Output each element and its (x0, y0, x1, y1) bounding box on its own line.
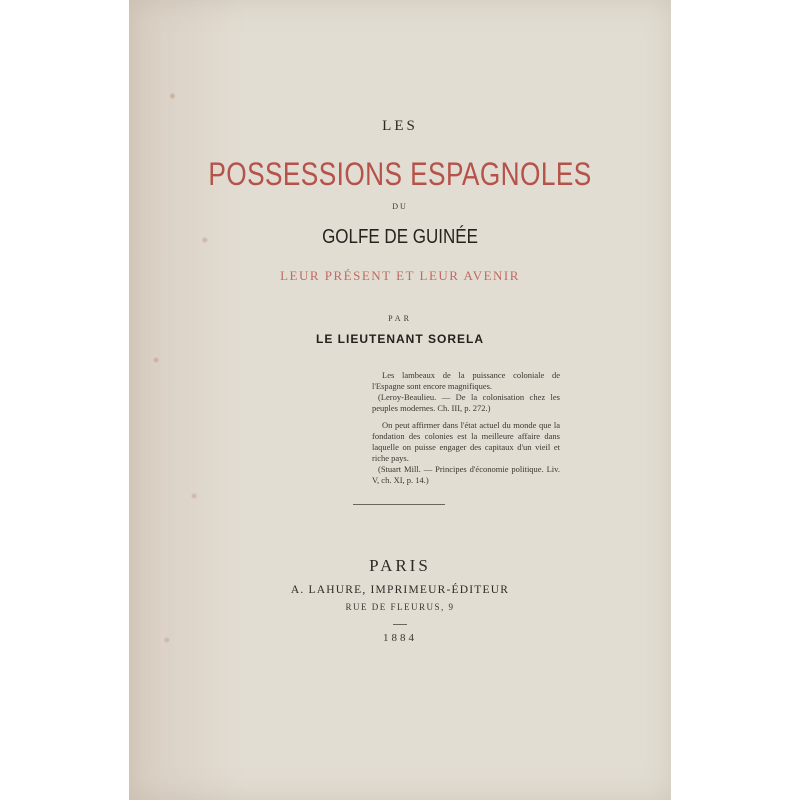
imprint-address: RUE DE FLEURUS, 9 (345, 602, 455, 612)
epigraphs (372, 370, 560, 486)
du-text: DU (392, 202, 408, 211)
imprint-dash (393, 624, 407, 625)
title-page (129, 0, 671, 800)
les-text: LES (382, 118, 418, 134)
epigraph-quote-2: On peut affirmer dans l'état actuel du monde que la fondation des colonies est la meilleure affaire dans laquelle on puisse engager des capitaux d'un vieil et riche pays. (372, 420, 560, 463)
imprint-year: 1884 (383, 632, 417, 644)
par-text: PAR (388, 314, 412, 323)
epigraph-source-1: (Leroy-Beaulieu. — De la colonisation chez les peuples modernes. Ch. III, p. 272.) (372, 392, 560, 413)
golfe-title: GOLFE DE GUINÉE (322, 226, 478, 248)
epigraph-source-2: (Stuart Mill. — Principes d'économie politique. Liv. V, ch. XI, p. 14.) (372, 464, 560, 485)
imprint-publisher: A. LAHURE, IMPRIMEUR-ÉDITEUR (290, 584, 510, 596)
imprint-city: PARIS (369, 556, 431, 575)
book-title: POSSESSIONS ESPAGNOLES (208, 156, 592, 192)
epigraph-quote-1: Les lambeaux de la puissance coloniale de l'Espagne sont encore magnifiques. (372, 370, 560, 391)
subtitle: LEUR PRÉSENT ET LEUR AVENIR (280, 268, 520, 283)
divider-rule (353, 504, 445, 505)
author: LE LIEUTENANT SORELA (315, 332, 484, 346)
